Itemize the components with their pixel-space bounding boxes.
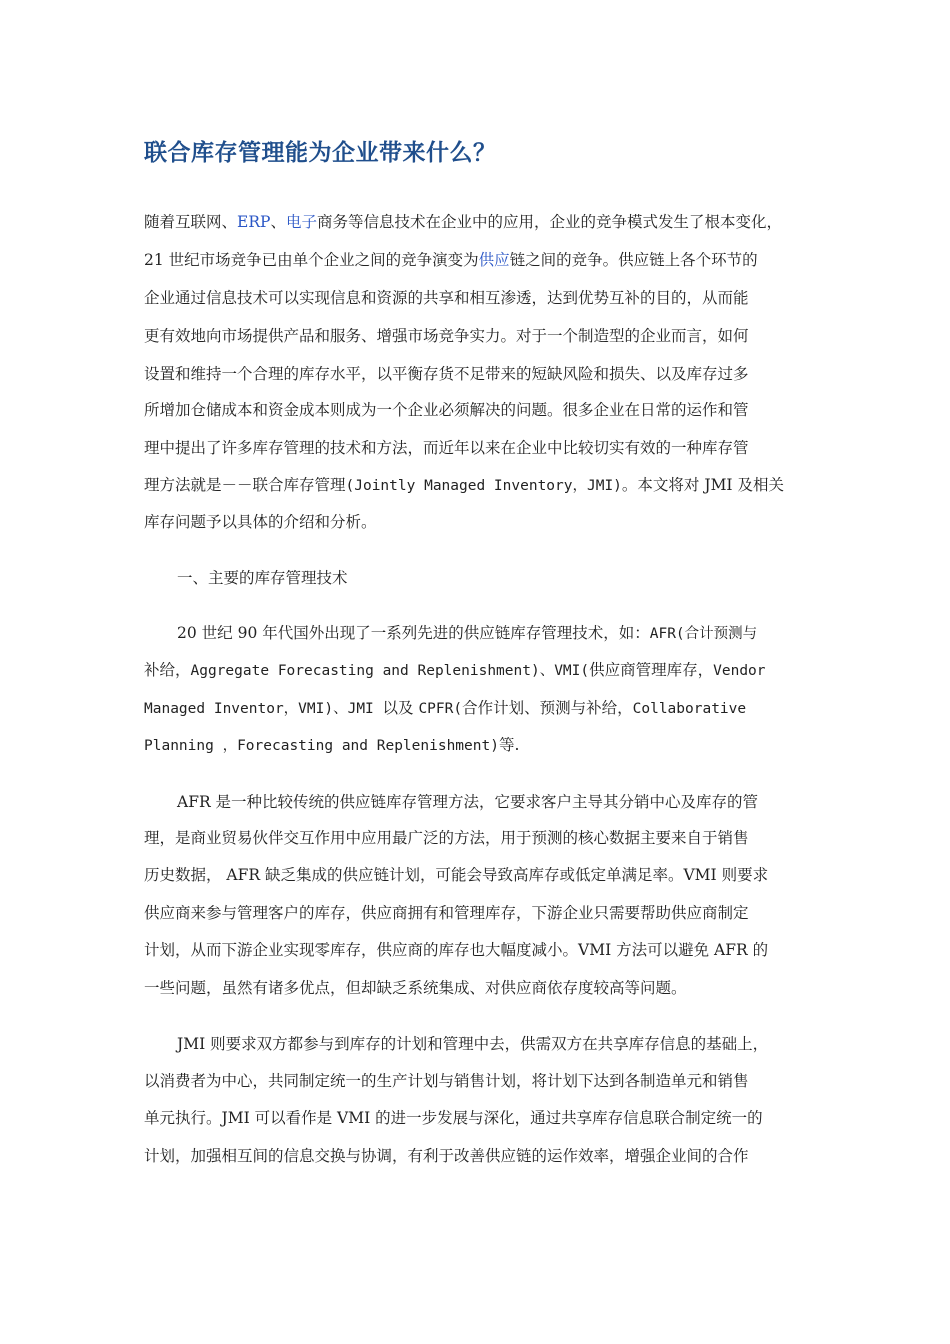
text-span: 以及 (382, 699, 419, 717)
paragraph-1-line-3: 企业通过信息技术可以实现信息和资源的共享和相互渗透，达到优势互补的目的，从而能 (144, 289, 749, 307)
paragraph-2-line-3 (144, 698, 746, 719)
text-span: 随着互联网、 (144, 213, 238, 231)
text-span: 商务等信息技术在企业中的应用，企业的竞争模式发生了根本变化， (316, 213, 782, 231)
text-span: 。本文将对 JMI 及相关 (621, 476, 784, 494)
paragraph-3-line-2: 理，是商业贸易伙伴交互作用中应用最广泛的方法，用于预测的核心数据主要来自于销售 (144, 829, 749, 847)
text-span: 供应商管理库存， (589, 661, 714, 679)
paragraph-1-line-6: 所增加仓储成本和资金成本则成为一个企业必须解决的问题。很多企业在日常的运作和管 (144, 401, 749, 419)
electronic-link[interactable]: 电子 (285, 213, 317, 231)
supply-link[interactable]: 供应 (478, 251, 510, 269)
text-span: Aggregate Forecasting and Replenishment)、VMI( (190, 663, 590, 679)
paragraph-2-line-4 (144, 735, 519, 756)
paragraph-4-line-1: JMI 则要求双方都参与到库存的计划和管理中去，供需双方在共享库存信息的基础上， (177, 1035, 769, 1053)
paragraph-2-line-2 (144, 660, 766, 681)
text-span: CPFR( (418, 701, 463, 717)
text-span: Collaborative (632, 701, 747, 717)
paragraph-3-line-5: 计划，从而下游企业实现零库存，供应商的库存也大幅度减小。VMI 方法可以避免 AFR 的 (144, 941, 769, 959)
paragraph-1-line-9: 库存问题予以具体的介绍和分析。 (144, 513, 377, 531)
erp-link[interactable]: ERP (237, 213, 271, 231)
text-span: Planning ，Forecasting and Replenishment) (144, 738, 499, 754)
paragraph-1-line-8 (144, 475, 784, 496)
text-span: (Jointly Managed Inventory，JMI) (345, 478, 622, 494)
text-span: 理方法就是－－联合库存管理 (144, 476, 346, 494)
section-heading: 一、主要的库存管理技术 (177, 569, 348, 587)
paragraph-4-line-2: 以消费者为中心，共同制定统一的生产计划与销售计划，将计划下达到各制造单元和销售 (144, 1072, 749, 1090)
text-span: 链之间的竞争。供应链上各个环节的 (509, 251, 758, 269)
text-span: AFR(合计预测与 (649, 626, 758, 642)
document-title: 联合库存管理能为企业带来什么？ (144, 140, 497, 166)
text-span: 等. (498, 736, 520, 754)
paragraph-1-line-1 (144, 212, 782, 232)
paragraph-4-line-4: 计划，加强相互间的信息交换与协调，有利于改善供应链的运作效率，增强企业间的合作 (144, 1147, 749, 1165)
paragraph-3-line-4: 供应商来参与管理客户的库存，供应商拥有和管理库存，下游企业只需要帮助供应商制定 (144, 904, 749, 922)
paragraph-2-line-1 (177, 623, 757, 644)
paragraph-1-line-4: 更有效地向市场提供产品和服务、增强市场竞争实力。对于一个制造型的企业而言，如何 (144, 327, 749, 345)
text-span: 21 世纪市场竞争已由单个企业之间的竞争演变为 (144, 251, 479, 269)
text-span: 20 世纪 90 年代国外出现了一系列先进的供应链库存管理技术，如： (177, 624, 650, 642)
paragraph-1-line-7: 理中提出了许多库存管理的技术和方法，而近年以来在企业中比较切实有效的一种库存管 (144, 439, 749, 457)
text-span: 补给， (144, 661, 191, 679)
paragraph-4-line-3: 单元执行。JMI 可以看作是 VMI 的进一步发展与深化，通过共享库存信息联合制定统一的 (144, 1109, 763, 1127)
paragraph-3-line-1: AFR 是一种比较传统的供应链库存管理方法，它要求客户主导其分销中心及库存的管 (177, 793, 759, 811)
paragraph-3-line-3: 历史数据， AFR 缺乏集成的供应链计划，可能会导致高库存或低定单满足率。VMI 则要求 (144, 866, 769, 884)
text-span: Vendor (713, 663, 766, 679)
paragraph-1-line-5: 设置和维持一个合理的库存水平，以平衡存货不足带来的短缺风险和损失、以及库存过多 (144, 365, 749, 383)
paragraph-1-line-2 (144, 250, 758, 270)
text-span: 、 (270, 213, 286, 231)
text-span: 合作计划、预测与补给， (462, 699, 633, 717)
paragraph-3-line-6: 一些问题，虽然有诸多优点，但却缺乏系统集成、对供应商依存度较高等问题。 (144, 979, 687, 997)
text-span: Managed Inventor，VMI)、JMI (144, 701, 383, 717)
